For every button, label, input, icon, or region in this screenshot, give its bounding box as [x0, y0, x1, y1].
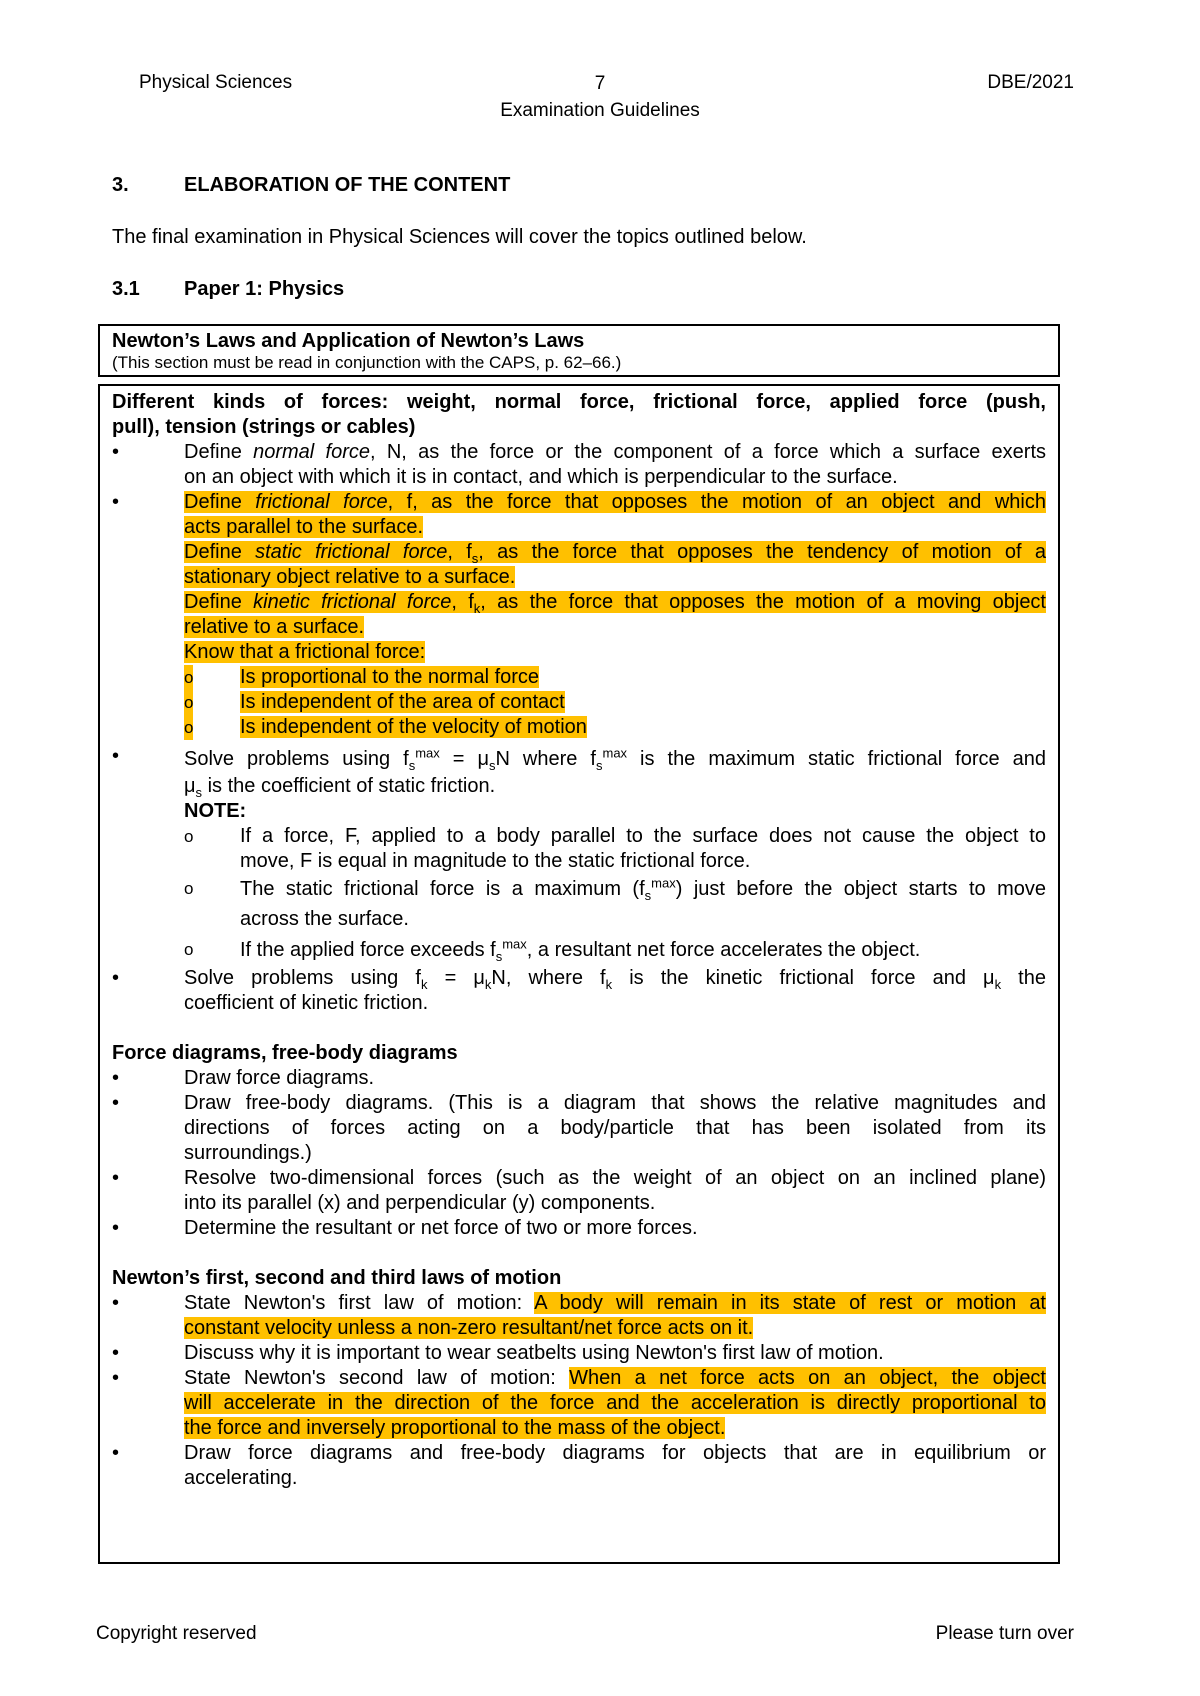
list-item: • State Newton's first law of motion: A body will remain in its state of rest or motion at constant velocity unless a non-zero resultant/net force acts on it.	[112, 1292, 1046, 1339]
footer-copyright: Copyright reserved	[96, 1623, 257, 1644]
sub-list-item: o Is proportional to the normal force	[184, 666, 540, 688]
sub-bullet: o	[184, 665, 193, 690]
bullet: •	[112, 491, 120, 513]
sub-list-item: o Is independent of the velocity of motion	[184, 716, 587, 738]
list-item: • Resolve two-dimensional forces (such as the weight of an object on an inclined plane) into its parallel (x) and perpendicular (y) components.	[112, 1167, 1046, 1214]
forces-heading-cont: pull), tension (strings or cables)	[112, 416, 416, 438]
list-item: • Draw free-body diagrams. (This is a diagram that shows the relative magnitudes and directions of forces acting on a body/particle that has been isolated from its surroundings.)	[112, 1092, 1046, 1164]
item-text: acts parallel to the surface.	[184, 516, 424, 538]
sub-bullet: o	[184, 879, 194, 898]
header-subtitle: Examination Guidelines	[500, 100, 700, 121]
list-item: • State Newton's second law of motion: When a net force acts on an object, the object will accelerate in the direction of the force and the acceleration is directly proportional to the force and inversely proportional to the mass of the object.	[112, 1367, 1046, 1439]
sub-list-item: o Is independent of the area of contact	[184, 691, 565, 713]
list-item: • Draw force diagrams and free-body diagrams for objects that are in equilibrium or accelerating.	[112, 1442, 1046, 1489]
laws-heading: Newton’s first, second and third laws of motion	[112, 1267, 562, 1289]
list-item	[112, 744, 1046, 966]
list-item	[112, 490, 1046, 740]
sub-bullet: o	[184, 690, 193, 715]
bullet: •	[112, 1067, 120, 1089]
intro-paragraph: The final examination in Physical Sciences will cover the topics outlined below.	[112, 226, 807, 248]
bullet: •	[112, 1092, 120, 1114]
list-item: • Determine the resultant or net force of two or more forces.	[112, 1217, 698, 1239]
item-text: $\mu_s$ is the coefficient of static friction.	[184, 775, 496, 800]
item-text: Define frictional force, f, as the force that opposes the motion of an object and which	[184, 491, 1046, 513]
list-item	[112, 966, 1046, 1016]
list-item: • Discuss why it is important to wear seatbelts using Newton's first law of motion.	[112, 1342, 884, 1364]
item-text: relative to a surface.	[184, 616, 365, 638]
list-item: • Draw force diagrams.	[112, 1067, 375, 1089]
forces-heading: Different kinds of forces: weight, normal force, frictional force, applied force (push,	[112, 391, 1046, 413]
item-text: coefficient of kinetic friction.	[184, 992, 429, 1014]
sub-bullet: o	[184, 827, 194, 846]
topic-title-box	[98, 324, 1060, 377]
bullet: •	[112, 967, 120, 989]
sub-list-item: o The static frictional force is a maximum $(f_s^{max})$ just before the object starts to move across the surface.	[184, 875, 1046, 930]
note-label: NOTE:	[184, 800, 247, 822]
section-title: ELABORATION OF THE CONTENT	[184, 174, 511, 196]
item-text: on an object with which it is in contact, and which is perpendicular to the surface.	[184, 466, 898, 488]
bullet: •	[112, 745, 120, 767]
list-item	[112, 440, 1046, 490]
section-title: Paper 1: Physics	[184, 278, 345, 300]
item-text: Know that a frictional force:	[184, 641, 426, 663]
bullet: •	[112, 1292, 120, 1314]
sub-list-item: o If a force, F, applied to a body parallel to the surface does not cause the object to move, F is equal in magnitude to the static frictional force.	[184, 825, 1046, 872]
topic-subtitle: (This section must be read in conjunction with the CAPS, p. 62–66.)	[112, 353, 622, 372]
sub-bullet: o	[184, 715, 193, 740]
item-text: Define normal force, N, as the force or the component of a force which a surface exerts	[184, 441, 1047, 463]
section-number: 3.1	[112, 278, 140, 300]
header-subject: Physical Sciences	[139, 72, 293, 93]
content-box	[98, 384, 1060, 1564]
item-text: Define static frictional force, $f_s$, as the force that opposes the tendency of motion of a	[184, 541, 1047, 566]
section-number: 3.	[112, 174, 129, 196]
sub-list-item: o If the applied force exceeds $f_s^{max}$, a resultant net force accelerates the object.	[112, 934, 1046, 966]
bullet: •	[112, 1167, 120, 1189]
item-text: Solve problems using $f_k = \mu_kN$, where $f_k$ is the kinetic frictional force and $\mu_k$ the	[184, 967, 1046, 992]
bullet: •	[112, 1367, 120, 1389]
footer-turn-over: Please turn over	[935, 1623, 1074, 1644]
bullet: •	[112, 1217, 120, 1239]
bullet: •	[112, 441, 120, 463]
sub-bullet: o	[184, 940, 194, 959]
header-code: DBE/2021	[987, 72, 1074, 93]
item-text: stationary object relative to a surface.	[184, 566, 516, 588]
item-text: Define kinetic frictional force, $f_k$, as the force that opposes the motion of a moving object	[184, 591, 1046, 616]
item-text: Solve problems using $f_s^{max} = \mu_sN$ where $f_s^{max}$ is the maximum static frictional force and	[184, 745, 1047, 773]
topic-title: Newton’s Laws and Application of Newton’s Laws	[112, 330, 585, 352]
bullet: •	[112, 1342, 120, 1364]
diagrams-heading: Force diagrams, free-body diagrams	[112, 1042, 458, 1064]
page-number: 7	[594, 73, 606, 94]
bullet: •	[112, 1442, 120, 1464]
